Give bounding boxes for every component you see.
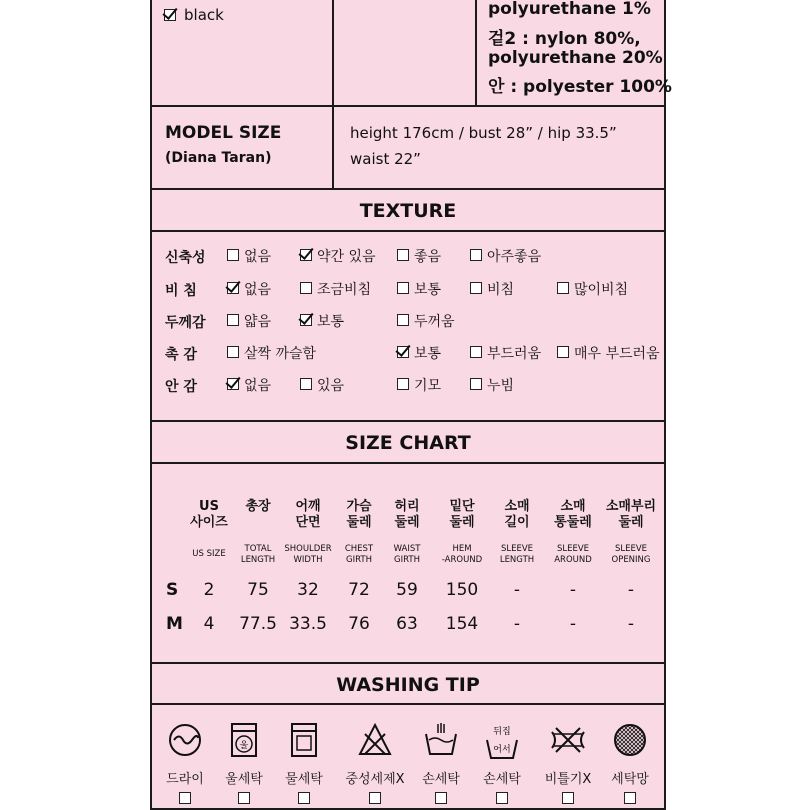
texture-option-label: 부드러움 [487,346,542,362]
size-chart-header-ko: 어깨 [295,499,321,514]
size-chart-header-en: SHOULDER [284,544,332,554]
size-chart-header-en: WIDTH [293,555,323,565]
texture-checkbox [397,314,409,326]
texture-option-label: 없음 [244,282,272,298]
laundry-net-icon [610,720,650,760]
wool-wash-icon [224,720,264,760]
texture-checkbox [557,346,569,358]
dry-clean-icon [165,720,205,760]
size-chart-header-ko: 길이 [504,515,530,530]
svg-text:울: 울 [239,741,249,751]
model-name: (Diana Taran) [165,150,272,166]
model-waist: waist 22” [350,150,421,168]
texture-checkbox [397,282,409,294]
texture-option-label: 좋음 [414,249,442,265]
size-chart-header-en: CHEST [344,544,374,554]
size-chart-header-en: LENGTH [240,555,276,565]
texture-checkbox [300,378,312,390]
texture-checkbox [470,249,482,261]
size-chart-header-ko: 단면 [295,515,321,530]
texture-option-label: 없음 [244,249,272,265]
divider [152,420,664,422]
texture-option-label: 기모 [414,378,442,394]
size-chart-header-en: HEM [452,544,472,554]
size-chart-header-en: GIRTH [394,555,420,565]
size-chart-cell: - [513,580,521,600]
size-chart-cell: 76 [348,614,370,634]
size-chart-cell: 32 [297,580,319,600]
size-chart-cell: 63 [396,614,418,634]
model-measurements: height 176cm / bust 28” / hip 33.5” [350,124,617,142]
washing-label: 중성세제X [345,772,405,787]
size-chart-header-ko: US [199,499,219,514]
size-chart-cell: - [569,580,577,600]
texture-option-label: 매우 부드러움 [574,346,660,362]
size-chart-header-en: LENGTH [499,555,535,565]
divider [152,662,664,664]
texture-row-label: 안 감 [165,379,197,395]
size-chart-header-ko: 둘레 [449,515,475,530]
size-chart-cell: - [513,614,521,634]
color-label: black [184,6,224,24]
texture-checkbox [470,378,482,390]
washing-checkbox [179,792,191,804]
fabric-line: polyurethane 20% [488,48,663,68]
fabric-line: 안 : polyester 100% [488,77,672,97]
size-chart-header-ko: 통둘레 [554,515,592,530]
fabric-line: polyurethane 1% [488,0,651,19]
texture-checkbox [227,314,239,326]
size-chart-header-en: AROUND [554,555,592,565]
texture-checkbox [470,346,482,358]
divider [475,0,477,105]
washing-label: 손세탁 [422,772,460,787]
product-info-sheet [150,0,672,810]
texture-row-label: 촉 감 [165,347,197,363]
texture-checkbox [397,249,409,261]
texture-checkbox [557,282,569,294]
texture-checkbox [227,282,239,294]
texture-title: TEXTURE [359,200,457,222]
no-neutral-detergent-icon [355,720,395,760]
svg-text:뒤집: 뒤집 [493,727,511,737]
texture-option-label: 두꺼움 [414,314,455,330]
size-chart-cell: 75 [247,580,269,600]
washing-checkbox [298,792,310,804]
size-chart-cell: 4 [203,614,215,634]
texture-option-label: 얇음 [244,314,272,330]
size-label: S [166,580,179,600]
texture-checkbox [470,282,482,294]
texture-option-label: 약간 있음 [317,249,376,265]
size-label: M [166,614,183,634]
no-wring-icon [548,720,588,760]
size-chart-header-ko: 총장 [245,499,271,514]
divider [152,188,664,190]
divider [332,0,334,188]
washing-checkbox [238,792,250,804]
size-chart-header-ko: 소매부리 [605,499,657,514]
inside-out-wash-icon [482,720,522,760]
divider [152,230,664,232]
size-chart-header-en: TOTAL [244,544,272,554]
washing-label: 드라이 [166,772,204,787]
size-chart-cell: 150 [445,580,479,600]
washing-checkbox [496,792,508,804]
texture-checkbox [300,314,312,326]
size-chart-header-ko: 소매 [560,499,586,514]
texture-option-label: 있음 [317,378,345,394]
size-chart-header-ko: 둘레 [394,515,420,530]
size-chart-title: SIZE CHART [345,432,471,454]
size-chart-header-en: GIRTH [346,555,372,565]
texture-option-label: 조금비침 [317,282,372,298]
size-chart-cell: 33.5 [289,614,327,634]
texture-option-label: 누빔 [487,378,515,394]
texture-checkbox [397,378,409,390]
size-chart-cell: 154 [445,614,479,634]
washing-checkbox [369,792,381,804]
texture-row-label: 신축성 [165,250,206,266]
divider [152,105,664,107]
size-chart-header-en: SLEEVE [556,544,590,554]
washing-label: 세탁망 [611,772,649,787]
washing-checkbox [435,792,447,804]
model-size-title: MODEL SIZE [165,123,282,143]
size-chart-header-ko: 둘레 [618,515,644,530]
size-chart-header-ko: 허리 [394,499,420,514]
texture-checkbox [227,378,239,390]
texture-option-label: 많이비침 [574,282,629,298]
svg-text:어서: 어서 [493,745,511,755]
size-chart-cell: - [569,614,577,634]
texture-option-label: 살짝 까슬함 [244,346,317,362]
texture-checkbox [227,346,239,358]
divider [152,462,664,464]
washing-label: 손세탁 [483,772,521,787]
washing-checkbox [562,792,574,804]
size-chart-header-en: SLEEVE [500,544,534,554]
size-chart-cell: 77.5 [239,614,277,634]
size-chart-header-en: OPENING [611,555,651,565]
texture-option-label: 비침 [487,282,515,298]
washing-tip-title: WASHING TIP [336,674,480,696]
size-chart-cell: 72 [348,580,370,600]
size-chart-header-ko: 밑단 [449,499,475,514]
fabric-line: 겉2 : nylon 80%, [488,29,641,49]
texture-option-label: 보통 [414,346,442,362]
water-wash-icon [284,720,324,760]
texture-option-label: 보통 [317,314,345,330]
size-chart-header-ko: 사이즈 [190,515,228,530]
size-chart-cell: - [627,580,635,600]
washing-label: 울세탁 [225,772,263,787]
texture-checkbox [397,346,409,358]
size-chart-cell: 59 [396,580,418,600]
hand-wash-icon [421,720,461,760]
size-chart-cell: - [627,614,635,634]
size-chart-header-ko: 가슴 [346,499,372,514]
texture-row-label: 두께감 [165,315,206,331]
divider [152,703,664,705]
size-chart-header-en: US SIZE [192,549,226,559]
washing-checkbox [624,792,636,804]
washing-label: 비틀기X [544,772,592,787]
color-checkbox [164,9,176,21]
texture-checkbox [227,249,239,261]
size-chart-header-ko: 둘레 [346,515,372,530]
size-chart-header-en: SLEEVE [614,544,648,554]
washing-label: 물세탁 [285,772,323,787]
size-chart-cell: 2 [203,580,215,600]
texture-checkbox [300,249,312,261]
texture-checkbox [300,282,312,294]
size-chart-header-en: WAIST [393,544,421,554]
texture-row-label: 비 침 [165,283,197,299]
size-chart-header-ko: 소매 [504,499,530,514]
size-chart-header-en: -AROUND [441,555,483,565]
texture-option-label: 보통 [414,282,442,298]
texture-option-label: 없음 [244,378,272,394]
texture-option-label: 아주좋음 [487,249,542,265]
